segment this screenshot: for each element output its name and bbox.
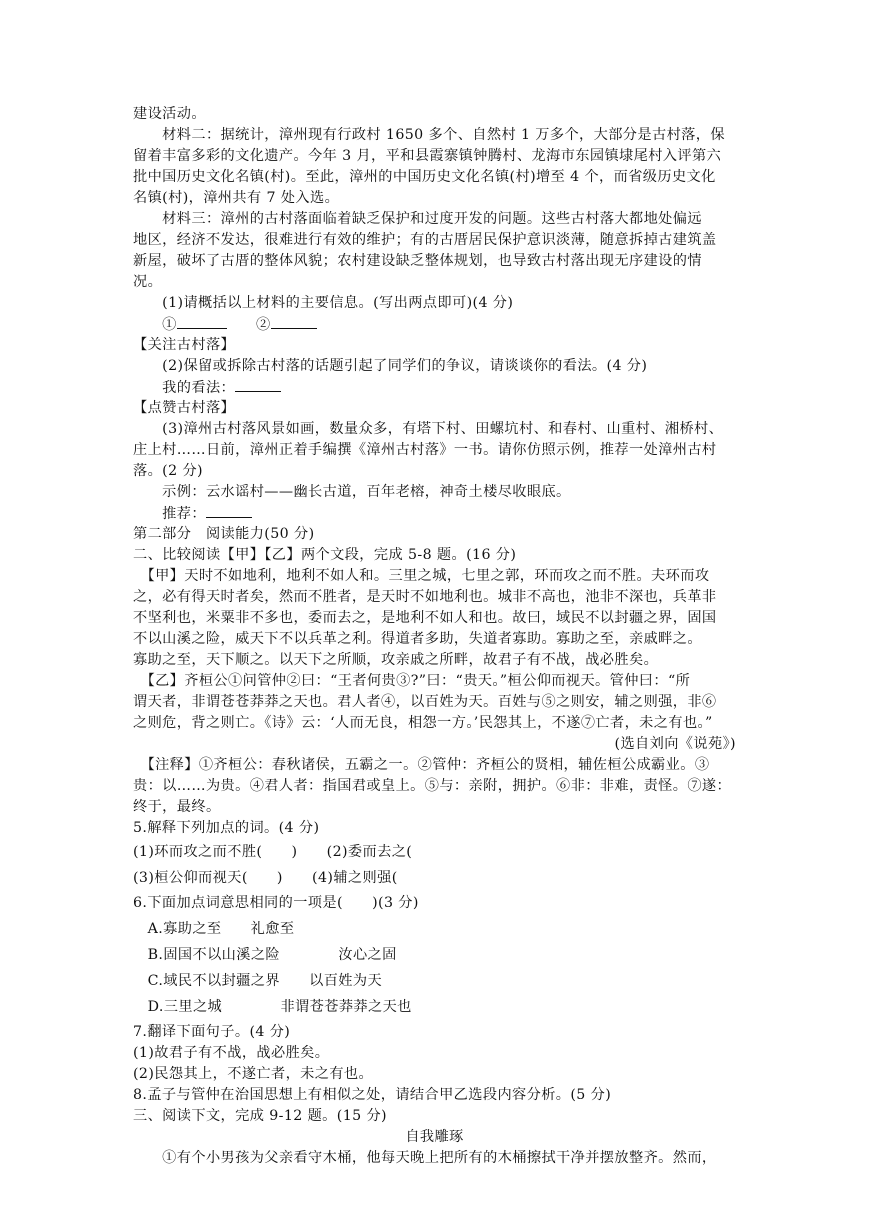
text-line: 况。 [133,274,163,290]
answer-label-2: ② [226,317,271,333]
opinion-line [133,377,281,398]
section-heading: 【关注古村落】 [133,337,236,353]
option-a: A.寡助之至 礼愈至 [133,921,295,937]
answer-blank-2[interactable] [271,314,317,329]
answer-line-1 [133,314,317,335]
answer-label-1: ① [133,317,177,333]
example-line: 示例：云水谣村——幽长古道，百年老榕，神奇土楼尽收眼底。 [133,484,571,500]
source-citation: (选自刘向《说苑》) [614,736,736,752]
text-line: 谓天者，非谓苍苍莽莽之天也。君人者④，以百姓为天。百姓与⑤之则安，辅之则强，非⑥ [133,694,717,710]
text-line: ①有个小男孩为父亲看守木桶，他每天晚上把所有的木桶擦拭干净并摆放整齐。然而， [133,1150,717,1166]
text-line: 终于，最终。 [133,799,221,815]
text-line: 落。(2 分) [133,463,203,479]
question-3: (3)漳州古村落风景如画，数量众多，有塔下村、田螺坑村、和春村、山重村、湘桥村、 [133,421,724,437]
text-line: 留着丰富多彩的文化遗产。今年 3 月，平和县霞寨镇钟腾村、龙海市东园镇埭尾村入评第六 [133,148,722,164]
text-line: 批中国历史文化名镇(村)。至此，漳州的中国历史文化名镇(村)增至 4 个，而省级历史文化 [133,169,716,185]
text-line: 材料三：漳州的古村落面临着缺乏保护和过度开发的问题。这些古村落大都地处偏远 [133,211,702,227]
option-c: C.域民不以封疆之界 以百姓为天 [133,973,383,989]
passage-yi: 【乙】齐桓公①问管仲②曰：“王者何贵③?”曰：“贵天。”桓公仰而视天。管仲曰：“所 [133,673,691,689]
section-heading: 【点赞古村落】 [133,400,236,416]
text-line: 地区，经济不发达，很难进行有效的维护；有的古厝居民保护意识淡薄，随意拆掉古建筑盖 [133,232,717,248]
text-line: 不坚利也，米粟非不多也，委而去之，是地利不如人和也。故曰，域民不以封疆之界，固国 [133,610,717,626]
text-line: (1)故君子有不战，战必胜矣。 [133,1045,330,1061]
section-heading: 二、比较阅读【甲】【乙】两个文段，完成 5-8 题。(16 分) [133,547,517,563]
part-heading: 第二部分 阅读能力(50 分) [133,526,315,542]
option-d: D.三里之城 非谓苍苍莽莽之天也 [133,999,412,1015]
option-b: B.固国不以山溪之险 汝心之固 [133,947,397,963]
question-5: 5.解释下列加点的词。(4 分) [133,820,320,836]
text-line: 寡助之至，天下顺之。以天下之所顺，攻亲戚之所畔，故君子有不战，战必胜矣。 [133,652,659,668]
text-line: 新屋，破坏了古厝的整体风貌；农村建设缺乏整体规划，也导致古村落出现无序建设的情 [133,253,702,269]
notes: 【注释】①齐桓公：春秋诸侯，五霸之一。②管仲：齐桓公的贤相，辅佐桓公成霸业。③ [133,757,710,773]
text-line: 名镇(村)，漳州共有 7 处入选。 [133,190,340,206]
text-line: 建设活动。 [133,106,206,122]
text-line: 之则危，背之则亡。《诗》云：‘人而无良，相怨一方。’民怨其上，不遂⑦亡者，未之有也。” [133,715,713,731]
question-5-items-b: (3)桓公仰而视天( ) (4)辅之则强( [133,870,398,886]
recommend-label: 推荐： [133,506,206,522]
recommend-line [133,503,252,524]
text-line: (2)民怨其上，不遂亡者，未之有也。 [133,1066,374,1082]
text-line: 材料二：据统计，漳州现有行政村 1650 多个、自然村 1 万多个，大部分是古村落，保 [133,127,725,143]
text-line: 庄上村……日前，漳州正着手编撰《漳州古村落》一书。请你仿照示例，推荐一处漳州古村 [133,442,717,458]
question-8: 8.孟子与管仲在治国思想上有相似之处，请结合甲乙选段内容分析。(5 分) [133,1087,612,1103]
answer-blank-1[interactable] [177,314,227,329]
text-line: 不以山溪之险，威天下不以兵革之利。得道者多助，失道者寡助。寡助之至，亲戚畔之。 [133,631,702,647]
opinion-blank[interactable] [235,377,281,392]
question-6: 6.下面加点词意思相同的一项是( )(3 分) [133,895,419,911]
passage-jia: 【甲】天时不如地利，地利不如人和。三里之城，七里之郭，环而攻之而不胜。夫环而攻 [133,568,710,584]
question-7: 7.翻译下面句子。(4 分) [133,1024,291,1040]
section-heading: 三、阅读下文，完成 9-12 题。(15 分) [133,1108,387,1124]
question-1: (1)请概括以上材料的主要信息。(写出两点即可)(4 分) [133,295,514,311]
text-line: 贵：以……为贵。④君人者：指国君或皇上。⑤与：亲附，拥护。⑥非：非难，责怪。⑦遂： [133,778,732,794]
question-5-items-a: (1)环而攻之而不胜( ) (2)委而去之( [133,844,413,860]
opinion-label: 我的看法： [133,380,236,396]
text-line: 之，必有得天时者矣，然而不胜者，是天时不如地利也。城非不高也，池非不深也，兵革非 [133,589,717,605]
recommend-blank[interactable] [206,503,252,518]
question-2: (2)保留或拆除古村落的话题引起了同学们的争议，请谈谈你的看法。(4 分) [133,358,648,374]
article-title: 自我雕琢 [405,1129,464,1145]
